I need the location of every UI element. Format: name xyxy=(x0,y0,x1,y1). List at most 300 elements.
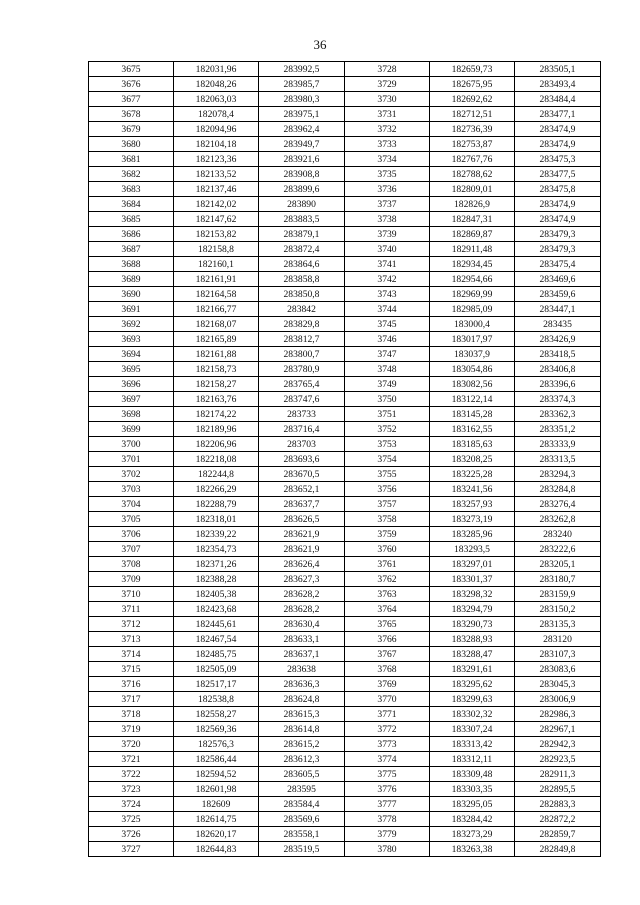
y-coordinate-cell: 283637,7 xyxy=(259,497,345,512)
table-row xyxy=(89,152,601,167)
x-coordinate-cell: 182538,8 xyxy=(174,692,259,707)
table-row xyxy=(89,557,601,572)
point-number-cell: 3690 xyxy=(89,287,174,302)
y-coordinate-cell: 283615,2 xyxy=(259,737,345,752)
x-coordinate-cell: 183225,28 xyxy=(430,467,515,482)
x-coordinate-cell: 183185,63 xyxy=(430,437,515,452)
point-number-cell: 3704 xyxy=(89,497,174,512)
x-coordinate-cell: 182161,88 xyxy=(174,347,259,362)
y-coordinate-cell: 283475,8 xyxy=(515,182,601,197)
x-coordinate-cell: 182620,17 xyxy=(174,827,259,842)
point-number-cell: 3777 xyxy=(345,797,430,812)
y-coordinate-cell: 283921,6 xyxy=(259,152,345,167)
point-number-cell: 3726 xyxy=(89,827,174,842)
y-coordinate-cell: 282986,3 xyxy=(515,707,601,722)
y-coordinate-cell: 283626,4 xyxy=(259,557,345,572)
point-number-cell: 3741 xyxy=(345,257,430,272)
y-coordinate-cell: 283484,4 xyxy=(515,92,601,107)
x-coordinate-cell: 183303,35 xyxy=(430,782,515,797)
point-number-cell: 3725 xyxy=(89,812,174,827)
point-number-cell: 3736 xyxy=(345,182,430,197)
y-coordinate-cell: 283474,9 xyxy=(515,212,601,227)
point-number-cell: 3699 xyxy=(89,422,174,437)
y-coordinate-cell: 283864,6 xyxy=(259,257,345,272)
y-coordinate-cell: 283045,3 xyxy=(515,677,601,692)
y-coordinate-cell: 283615,3 xyxy=(259,707,345,722)
point-number-cell: 3778 xyxy=(345,812,430,827)
point-number-cell: 3768 xyxy=(345,662,430,677)
point-number-cell: 3764 xyxy=(345,602,430,617)
table-row xyxy=(89,437,601,452)
x-coordinate-cell: 182767,76 xyxy=(430,152,515,167)
point-number-cell: 3730 xyxy=(345,92,430,107)
y-coordinate-cell: 283985,7 xyxy=(259,77,345,92)
y-coordinate-cell: 283858,8 xyxy=(259,272,345,287)
point-number-cell: 3698 xyxy=(89,407,174,422)
y-coordinate-cell: 283780,9 xyxy=(259,362,345,377)
y-coordinate-cell: 283474,9 xyxy=(515,197,601,212)
point-number-cell: 3761 xyxy=(345,557,430,572)
x-coordinate-cell: 182869,87 xyxy=(430,227,515,242)
y-coordinate-cell: 283205,1 xyxy=(515,557,601,572)
y-coordinate-cell: 283733 xyxy=(259,407,345,422)
table-row xyxy=(89,347,601,362)
x-coordinate-cell: 182339,22 xyxy=(174,527,259,542)
y-coordinate-cell: 283469,6 xyxy=(515,272,601,287)
x-coordinate-cell: 182163,76 xyxy=(174,392,259,407)
point-number-cell: 3743 xyxy=(345,287,430,302)
point-number-cell: 3776 xyxy=(345,782,430,797)
point-number-cell: 3774 xyxy=(345,752,430,767)
y-coordinate-cell: 283396,6 xyxy=(515,377,601,392)
y-coordinate-cell: 283180,7 xyxy=(515,572,601,587)
x-coordinate-cell: 183307,24 xyxy=(430,722,515,737)
y-coordinate-cell: 283670,5 xyxy=(259,467,345,482)
point-number-cell: 3705 xyxy=(89,512,174,527)
y-coordinate-cell: 283621,9 xyxy=(259,527,345,542)
point-number-cell: 3731 xyxy=(345,107,430,122)
y-coordinate-cell: 283949,7 xyxy=(259,137,345,152)
y-coordinate-cell: 283584,4 xyxy=(259,797,345,812)
y-coordinate-cell: 283908,8 xyxy=(259,167,345,182)
y-coordinate-cell: 283812,7 xyxy=(259,332,345,347)
table-row xyxy=(89,692,601,707)
x-coordinate-cell: 182576,3 xyxy=(174,737,259,752)
y-coordinate-cell: 283627,3 xyxy=(259,572,345,587)
x-coordinate-cell: 183293,5 xyxy=(430,542,515,557)
x-coordinate-cell: 183299,63 xyxy=(430,692,515,707)
y-coordinate-cell: 282942,3 xyxy=(515,737,601,752)
point-number-cell: 3712 xyxy=(89,617,174,632)
x-coordinate-cell: 182644,83 xyxy=(174,842,259,857)
table-row xyxy=(89,707,601,722)
table-row xyxy=(89,572,601,587)
x-coordinate-cell: 182753,87 xyxy=(430,137,515,152)
y-coordinate-cell: 283800,7 xyxy=(259,347,345,362)
point-number-cell: 3728 xyxy=(345,62,430,77)
y-coordinate-cell: 283107,3 xyxy=(515,647,601,662)
x-coordinate-cell: 183162,55 xyxy=(430,422,515,437)
table-row xyxy=(89,167,601,182)
point-number-cell: 3770 xyxy=(345,692,430,707)
table-row xyxy=(89,767,601,782)
point-number-cell: 3695 xyxy=(89,362,174,377)
x-coordinate-cell: 182847,31 xyxy=(430,212,515,227)
y-coordinate-cell: 282849,8 xyxy=(515,842,601,857)
point-number-cell: 3766 xyxy=(345,632,430,647)
x-coordinate-cell: 182153,82 xyxy=(174,227,259,242)
point-number-cell: 3718 xyxy=(89,707,174,722)
table-row xyxy=(89,77,601,92)
x-coordinate-cell: 182614,75 xyxy=(174,812,259,827)
y-coordinate-cell: 283628,2 xyxy=(259,602,345,617)
point-number-cell: 3740 xyxy=(345,242,430,257)
table-row xyxy=(89,197,601,212)
point-number-cell: 3724 xyxy=(89,797,174,812)
x-coordinate-cell: 183241,56 xyxy=(430,482,515,497)
point-number-cell: 3732 xyxy=(345,122,430,137)
x-coordinate-cell: 182371,26 xyxy=(174,557,259,572)
y-coordinate-cell: 283626,5 xyxy=(259,512,345,527)
point-number-cell: 3749 xyxy=(345,377,430,392)
point-number-cell: 3751 xyxy=(345,407,430,422)
table-row xyxy=(89,227,601,242)
y-coordinate-cell: 283475,3 xyxy=(515,152,601,167)
table-row xyxy=(89,302,601,317)
y-coordinate-cell: 283872,4 xyxy=(259,242,345,257)
y-coordinate-cell: 283595 xyxy=(259,782,345,797)
point-number-cell: 3707 xyxy=(89,542,174,557)
x-coordinate-cell: 183145,28 xyxy=(430,407,515,422)
y-coordinate-cell: 282883,3 xyxy=(515,797,601,812)
point-number-cell: 3715 xyxy=(89,662,174,677)
point-number-cell: 3708 xyxy=(89,557,174,572)
table-row xyxy=(89,737,601,752)
y-coordinate-cell: 283637,1 xyxy=(259,647,345,662)
x-coordinate-cell: 183263,38 xyxy=(430,842,515,857)
point-number-cell: 3678 xyxy=(89,107,174,122)
point-number-cell: 3701 xyxy=(89,452,174,467)
table-row xyxy=(89,317,601,332)
point-number-cell: 3771 xyxy=(345,707,430,722)
y-coordinate-cell: 283447,1 xyxy=(515,302,601,317)
point-number-cell: 3721 xyxy=(89,752,174,767)
point-number-cell: 3723 xyxy=(89,782,174,797)
y-coordinate-cell: 282859,7 xyxy=(515,827,601,842)
y-coordinate-cell: 283477,1 xyxy=(515,107,601,122)
table-row xyxy=(89,212,601,227)
point-number-cell: 3682 xyxy=(89,167,174,182)
point-number-cell: 3745 xyxy=(345,317,430,332)
y-coordinate-cell: 283636,3 xyxy=(259,677,345,692)
table-row xyxy=(89,122,601,137)
point-number-cell: 3780 xyxy=(345,842,430,857)
y-coordinate-cell: 283975,1 xyxy=(259,107,345,122)
x-coordinate-cell: 183208,25 xyxy=(430,452,515,467)
table-row xyxy=(89,827,601,842)
point-number-cell: 3685 xyxy=(89,212,174,227)
y-coordinate-cell: 283475,4 xyxy=(515,257,601,272)
y-coordinate-cell: 283479,3 xyxy=(515,227,601,242)
point-number-cell: 3760 xyxy=(345,542,430,557)
x-coordinate-cell: 183285,96 xyxy=(430,527,515,542)
x-coordinate-cell: 182712,51 xyxy=(430,107,515,122)
point-number-cell: 3769 xyxy=(345,677,430,692)
y-coordinate-cell: 282872,2 xyxy=(515,812,601,827)
point-number-cell: 3750 xyxy=(345,392,430,407)
x-coordinate-cell: 182031,96 xyxy=(174,62,259,77)
point-number-cell: 3702 xyxy=(89,467,174,482)
y-coordinate-cell: 283362,3 xyxy=(515,407,601,422)
y-coordinate-cell: 283883,5 xyxy=(259,212,345,227)
x-coordinate-cell: 182692,62 xyxy=(430,92,515,107)
table-row xyxy=(89,242,601,257)
table-row xyxy=(89,587,601,602)
y-coordinate-cell: 282895,5 xyxy=(515,782,601,797)
point-number-cell: 3692 xyxy=(89,317,174,332)
y-coordinate-cell: 283879,1 xyxy=(259,227,345,242)
point-number-cell: 3756 xyxy=(345,482,430,497)
y-coordinate-cell: 283605,5 xyxy=(259,767,345,782)
point-number-cell: 3714 xyxy=(89,647,174,662)
point-number-cell: 3747 xyxy=(345,347,430,362)
table-row xyxy=(89,782,601,797)
x-coordinate-cell: 183302,32 xyxy=(430,707,515,722)
table-row xyxy=(89,362,601,377)
point-number-cell: 3772 xyxy=(345,722,430,737)
x-coordinate-cell: 182165,89 xyxy=(174,332,259,347)
x-coordinate-cell: 182569,36 xyxy=(174,722,259,737)
y-coordinate-cell: 283150,2 xyxy=(515,602,601,617)
point-number-cell: 3729 xyxy=(345,77,430,92)
x-coordinate-cell: 182318,01 xyxy=(174,512,259,527)
x-coordinate-cell: 182218,08 xyxy=(174,452,259,467)
table-row xyxy=(89,797,601,812)
y-coordinate-cell: 283519,5 xyxy=(259,842,345,857)
x-coordinate-cell: 182558,27 xyxy=(174,707,259,722)
x-coordinate-cell: 183295,05 xyxy=(430,797,515,812)
point-number-cell: 3686 xyxy=(89,227,174,242)
page-number: 36 xyxy=(313,37,327,52)
table-row xyxy=(89,482,601,497)
x-coordinate-cell: 182423,68 xyxy=(174,602,259,617)
x-coordinate-cell: 182063,03 xyxy=(174,92,259,107)
point-number-cell: 3679 xyxy=(89,122,174,137)
x-coordinate-cell: 183298,32 xyxy=(430,587,515,602)
y-coordinate-cell: 283435 xyxy=(515,317,601,332)
x-coordinate-cell: 182137,46 xyxy=(174,182,259,197)
point-number-cell: 3687 xyxy=(89,242,174,257)
x-coordinate-cell: 183288,47 xyxy=(430,647,515,662)
y-coordinate-cell: 283716,4 xyxy=(259,422,345,437)
x-coordinate-cell: 182160,1 xyxy=(174,257,259,272)
table-row xyxy=(89,257,601,272)
y-coordinate-cell: 283459,6 xyxy=(515,287,601,302)
y-coordinate-cell: 282967,1 xyxy=(515,722,601,737)
y-coordinate-cell: 283240 xyxy=(515,527,601,542)
point-number-cell: 3742 xyxy=(345,272,430,287)
table-row xyxy=(89,512,601,527)
y-coordinate-cell: 283569,6 xyxy=(259,812,345,827)
y-coordinate-cell: 283842 xyxy=(259,302,345,317)
point-number-cell: 3719 xyxy=(89,722,174,737)
x-coordinate-cell: 182517,17 xyxy=(174,677,259,692)
y-coordinate-cell: 283120 xyxy=(515,632,601,647)
point-number-cell: 3677 xyxy=(89,92,174,107)
x-coordinate-cell: 182485,75 xyxy=(174,647,259,662)
y-coordinate-cell: 283980,3 xyxy=(259,92,345,107)
x-coordinate-cell: 182123,36 xyxy=(174,152,259,167)
point-number-cell: 3763 xyxy=(345,587,430,602)
point-number-cell: 3696 xyxy=(89,377,174,392)
x-coordinate-cell: 182168,07 xyxy=(174,317,259,332)
table-row xyxy=(89,617,601,632)
table-row xyxy=(89,92,601,107)
x-coordinate-cell: 183122,14 xyxy=(430,392,515,407)
x-coordinate-cell: 182164,58 xyxy=(174,287,259,302)
x-coordinate-cell: 182969,99 xyxy=(430,287,515,302)
point-number-cell: 3689 xyxy=(89,272,174,287)
x-coordinate-cell: 182244,8 xyxy=(174,467,259,482)
y-coordinate-cell: 283222,6 xyxy=(515,542,601,557)
x-coordinate-cell: 182166,77 xyxy=(174,302,259,317)
y-coordinate-cell: 283276,4 xyxy=(515,497,601,512)
y-coordinate-cell: 283693,6 xyxy=(259,452,345,467)
y-coordinate-cell: 283406,8 xyxy=(515,362,601,377)
point-number-cell: 3693 xyxy=(89,332,174,347)
point-number-cell: 3752 xyxy=(345,422,430,437)
y-coordinate-cell: 283962,4 xyxy=(259,122,345,137)
y-coordinate-cell: 282923,5 xyxy=(515,752,601,767)
point-number-cell: 3697 xyxy=(89,392,174,407)
y-coordinate-cell: 283765,4 xyxy=(259,377,345,392)
table-row xyxy=(89,377,601,392)
point-number-cell: 3762 xyxy=(345,572,430,587)
y-coordinate-cell: 282911,3 xyxy=(515,767,601,782)
x-coordinate-cell: 182174,22 xyxy=(174,407,259,422)
x-coordinate-cell: 182467,54 xyxy=(174,632,259,647)
point-number-cell: 3735 xyxy=(345,167,430,182)
y-coordinate-cell: 283850,8 xyxy=(259,287,345,302)
point-number-cell: 3703 xyxy=(89,482,174,497)
x-coordinate-cell: 183313,42 xyxy=(430,737,515,752)
x-coordinate-cell: 182609 xyxy=(174,797,259,812)
x-coordinate-cell: 183312,11 xyxy=(430,752,515,767)
point-number-cell: 3759 xyxy=(345,527,430,542)
x-coordinate-cell: 182809,01 xyxy=(430,182,515,197)
x-coordinate-cell: 183257,93 xyxy=(430,497,515,512)
x-coordinate-cell: 182206,96 xyxy=(174,437,259,452)
x-coordinate-cell: 182659,73 xyxy=(430,62,515,77)
table-row xyxy=(89,467,601,482)
y-coordinate-cell: 283477,5 xyxy=(515,167,601,182)
x-coordinate-cell: 183054,86 xyxy=(430,362,515,377)
y-coordinate-cell: 283890 xyxy=(259,197,345,212)
x-coordinate-cell: 182405,38 xyxy=(174,587,259,602)
y-coordinate-cell: 283558,1 xyxy=(259,827,345,842)
table-row xyxy=(89,842,601,857)
coordinates-table xyxy=(88,61,601,857)
table-row xyxy=(89,182,601,197)
x-coordinate-cell: 182104,18 xyxy=(174,137,259,152)
x-coordinate-cell: 182161,91 xyxy=(174,272,259,287)
x-coordinate-cell: 182266,29 xyxy=(174,482,259,497)
x-coordinate-cell: 183284,42 xyxy=(430,812,515,827)
x-coordinate-cell: 183301,37 xyxy=(430,572,515,587)
point-number-cell: 3680 xyxy=(89,137,174,152)
table-row xyxy=(89,407,601,422)
y-coordinate-cell: 283633,1 xyxy=(259,632,345,647)
y-coordinate-cell: 283374,3 xyxy=(515,392,601,407)
point-number-cell: 3676 xyxy=(89,77,174,92)
point-number-cell: 3739 xyxy=(345,227,430,242)
point-number-cell: 3755 xyxy=(345,467,430,482)
table-row xyxy=(89,62,601,77)
x-coordinate-cell: 182445,61 xyxy=(174,617,259,632)
point-number-cell: 3694 xyxy=(89,347,174,362)
x-coordinate-cell: 182911,48 xyxy=(430,242,515,257)
point-number-cell: 3709 xyxy=(89,572,174,587)
x-coordinate-cell: 183295,62 xyxy=(430,677,515,692)
y-coordinate-cell: 283351,2 xyxy=(515,422,601,437)
point-number-cell: 3681 xyxy=(89,152,174,167)
y-coordinate-cell: 283135,3 xyxy=(515,617,601,632)
table-row xyxy=(89,662,601,677)
y-coordinate-cell: 283262,8 xyxy=(515,512,601,527)
point-number-cell: 3737 xyxy=(345,197,430,212)
point-number-cell: 3722 xyxy=(89,767,174,782)
y-coordinate-cell: 283474,9 xyxy=(515,122,601,137)
y-coordinate-cell: 283284,8 xyxy=(515,482,601,497)
point-number-cell: 3779 xyxy=(345,827,430,842)
x-coordinate-cell: 182788,62 xyxy=(430,167,515,182)
point-number-cell: 3744 xyxy=(345,302,430,317)
point-number-cell: 3720 xyxy=(89,737,174,752)
x-coordinate-cell: 182354,73 xyxy=(174,542,259,557)
y-coordinate-cell: 283493,4 xyxy=(515,77,601,92)
x-coordinate-cell: 183082,56 xyxy=(430,377,515,392)
x-coordinate-cell: 183273,19 xyxy=(430,512,515,527)
table-row xyxy=(89,677,601,692)
x-coordinate-cell: 182048,26 xyxy=(174,77,259,92)
x-coordinate-cell: 182736,39 xyxy=(430,122,515,137)
y-coordinate-cell: 283638 xyxy=(259,662,345,677)
point-number-cell: 3706 xyxy=(89,527,174,542)
x-coordinate-cell: 182594,52 xyxy=(174,767,259,782)
x-coordinate-cell: 182158,27 xyxy=(174,377,259,392)
table-row xyxy=(89,632,601,647)
table-row xyxy=(89,287,601,302)
x-coordinate-cell: 183290,73 xyxy=(430,617,515,632)
x-coordinate-cell: 182934,45 xyxy=(430,257,515,272)
y-coordinate-cell: 283621,9 xyxy=(259,542,345,557)
point-number-cell: 3754 xyxy=(345,452,430,467)
x-coordinate-cell: 182826,9 xyxy=(430,197,515,212)
y-coordinate-cell: 283479,3 xyxy=(515,242,601,257)
point-number-cell: 3775 xyxy=(345,767,430,782)
y-coordinate-cell: 283294,3 xyxy=(515,467,601,482)
point-number-cell: 3691 xyxy=(89,302,174,317)
x-coordinate-cell: 183273,29 xyxy=(430,827,515,842)
x-coordinate-cell: 182078,4 xyxy=(174,107,259,122)
table-row xyxy=(89,272,601,287)
y-coordinate-cell: 283612,3 xyxy=(259,752,345,767)
y-coordinate-cell: 283899,6 xyxy=(259,182,345,197)
x-coordinate-cell: 182133,52 xyxy=(174,167,259,182)
y-coordinate-cell: 283159,9 xyxy=(515,587,601,602)
x-coordinate-cell: 182601,98 xyxy=(174,782,259,797)
table-row xyxy=(89,647,601,662)
